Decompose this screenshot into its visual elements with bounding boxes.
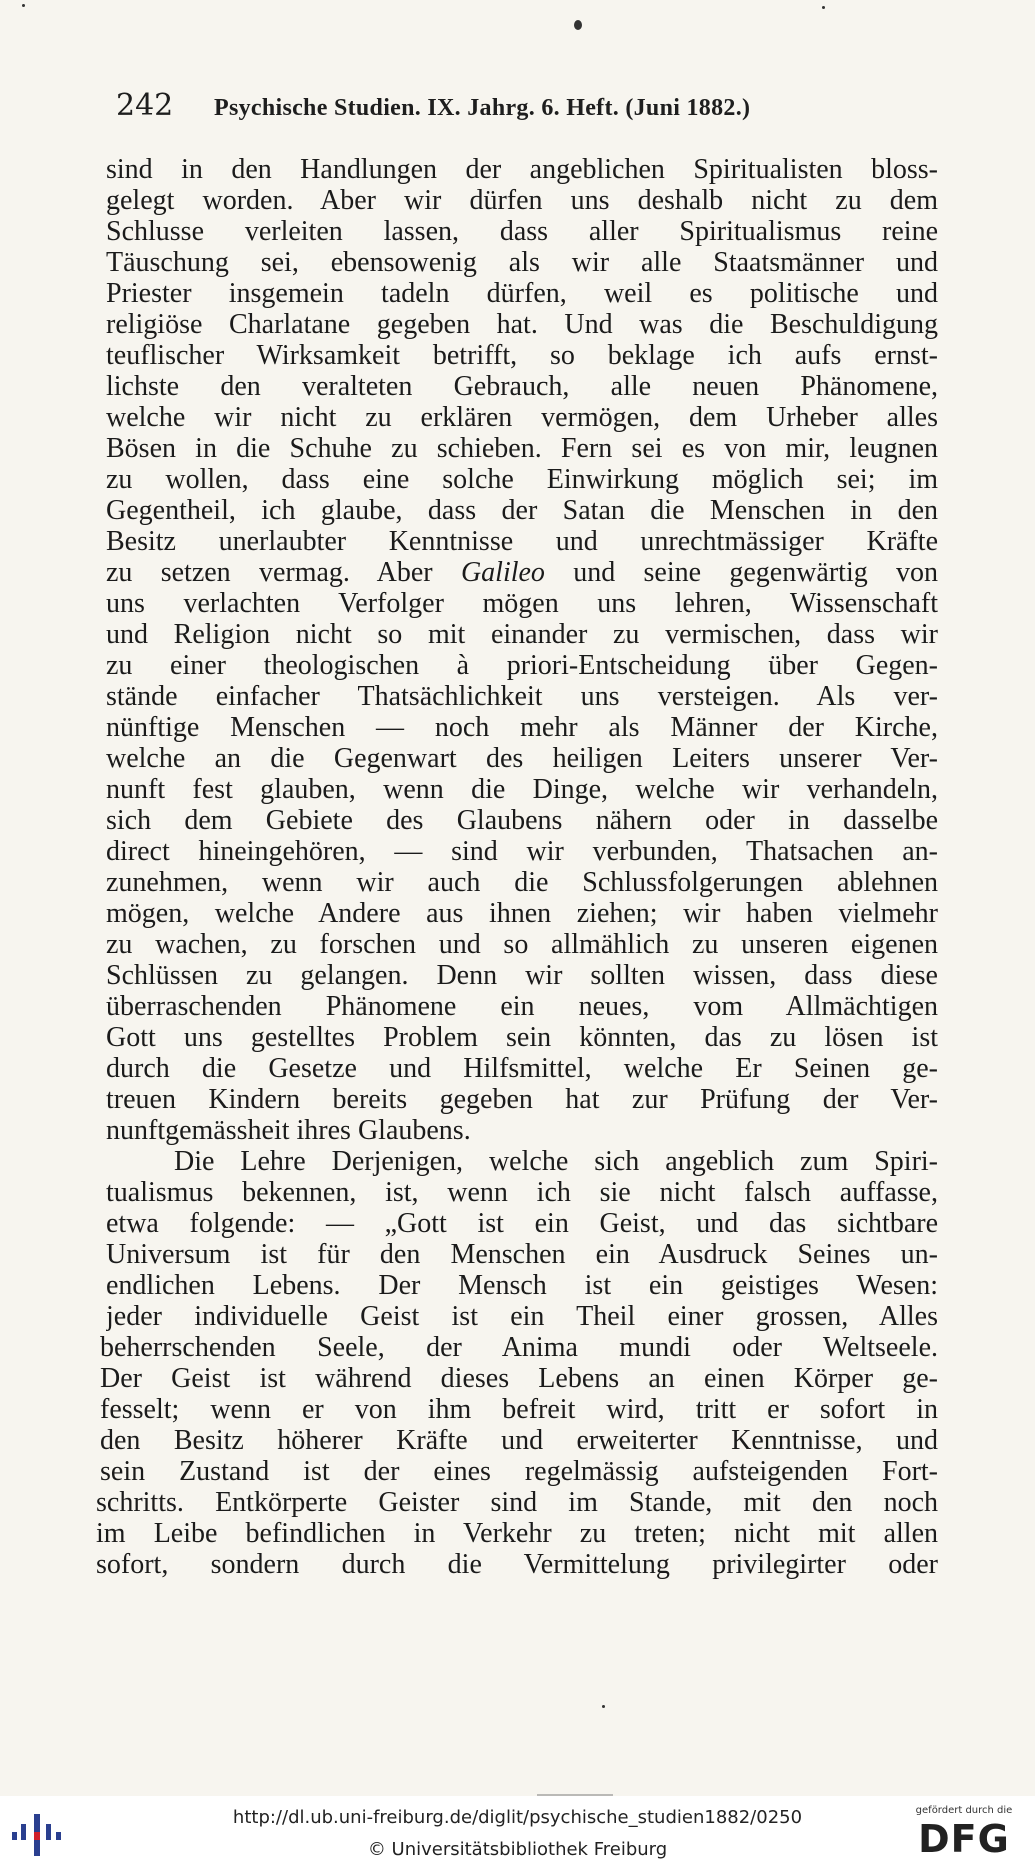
text-line: Schlüssen zu gelangen. Denn wir sollten wissen, dass diese — [106, 960, 938, 991]
text-line: den Besitz höherer Kräfte und erweiterter Kenntnisse, und — [100, 1425, 938, 1456]
running-title: Psychische Studien. IX. Jahrg. 6. Heft. (Juni 1882.) — [214, 95, 751, 121]
paragraph-start-line: Die Lehre Derjenigen, welche sich angeblich zum Spiri- — [174, 1146, 938, 1177]
text-line: etwa folgende: — „Gott ist ein Geist, und das sichtbare — [106, 1208, 938, 1239]
text-line: Der Geist ist während dieses Lebens an einen Körper ge- — [100, 1363, 938, 1394]
text-line: nünftige Menschen — noch mehr als Männer der Kirche, — [106, 712, 938, 743]
text-line: teuflischer Wirksamkeit betrifft, so beklage ich aufs ernst- — [106, 340, 938, 371]
text-line: zu wollen, dass eine solche Einwirkung möglich sei; im — [106, 464, 938, 495]
page-speck — [574, 20, 582, 30]
text-line-with-italic — [106, 557, 938, 588]
text-segment: zu setzen vermag. Aber — [106, 557, 433, 588]
copyright-notice: © Universitätsbibliothek Freiburg — [367, 1839, 668, 1860]
text-line: nunft fest glauben, wenn die Dinge, welche wir verhandeln, — [106, 774, 938, 805]
page-speck — [602, 1705, 605, 1708]
text-line: schritts. Entkörperte Geister sind im Stande, mit den noch — [96, 1487, 938, 1518]
text-line: mögen, welche Andere aus ihnen ziehen; wir haben vielmehr — [106, 898, 938, 929]
running-head — [116, 86, 876, 126]
text-segment: und seine gegenwärtig von — [573, 557, 938, 588]
italic-name: Galileo — [460, 557, 545, 588]
text-line: lichste den veralteten Gebrauch, alle neuen Phänomene, — [106, 371, 938, 402]
text-line: endlichen Lebens. Der Mensch ist ein geistiges Wesen: — [106, 1270, 938, 1301]
text-line: stände einfacher Thatsächlichkeit uns versteigen. Als ver- — [106, 681, 938, 712]
text-line: welche an die Gegenwart des heiligen Leiters unserer Ver- — [106, 743, 938, 774]
text-line: zu wachen, zu forschen und so allmählich zu unseren eigenen — [106, 929, 938, 960]
text-line: sich dem Gebiete des Glaubens nähern oder in dasselbe — [106, 805, 938, 836]
dfg-caption: gefördert durch die — [915, 1805, 1013, 1816]
text-line: gelegt worden. Aber wir dürfen uns deshalb nicht zu dem — [106, 185, 938, 216]
text-line: Schlusse verleiten lassen, dass aller Spiritualismus reine — [106, 216, 938, 247]
body-text — [96, 154, 938, 1580]
text-line: durch die Gesetze und Hilfsmittel, welche Er Seinen ge- — [106, 1053, 938, 1084]
text-line: beherrschenden Seele, der Anima mundi oder Weltseele. — [100, 1332, 938, 1363]
page-speck — [822, 6, 825, 9]
text-line: Täuschung sei, ebensowenig als wir alle Staatsmänner und — [106, 247, 938, 278]
text-line: tualismus bekennen, ist, wenn ich sie nicht falsch auffasse, — [106, 1177, 938, 1208]
permalink-url[interactable]: http://dl.ub.uni-freiburg.de/diglit/psychische_studien1882/0250 — [232, 1807, 803, 1828]
text-line: religiöse Charlatane gegeben hat. Und was die Beschuldigung — [106, 309, 938, 340]
text-line: Gegentheil, ich glaube, dass der Satan die Menschen in den — [106, 495, 938, 526]
text-line: direct hineingehören, — sind wir verbunden, Thatsachen an- — [106, 836, 938, 867]
text-line: sein Zustand ist der eines regelmässig aufsteigenden Fort- — [100, 1456, 938, 1487]
text-line: Universum ist für den Menschen ein Ausdruck Seines un- — [106, 1239, 938, 1270]
text-line: Gott uns gestelltes Problem sein könnten, das zu lösen ist — [106, 1022, 938, 1053]
dfg-wordmark: DFG — [918, 1817, 1010, 1861]
text-line: überraschenden Phänomene ein neues, vom Allmächtigen — [106, 991, 938, 1022]
text-line: fesselt; wenn er von ihm befreit wird, tritt er sofort in — [100, 1394, 938, 1425]
page-number: 242 — [116, 88, 174, 123]
text-line: sofort, sondern durch die Vermittelung privilegirter oder — [96, 1549, 938, 1580]
text-line: treuen Kindern bereits gegeben hat zur Prüfung der Ver- — [106, 1084, 938, 1115]
text-line: jeder individuelle Geist ist ein Theil einer grossen, Alles — [106, 1301, 938, 1332]
text-line: Bösen in die Schuhe zu schieben. Fern sei es von mir, leugnen — [106, 433, 938, 464]
paragraph-end-line: nunftgemässheit ihres Glaubens. — [106, 1115, 471, 1146]
text-line: sind in den Handlungen der angeblichen Spiritualisten bloss- — [106, 154, 938, 185]
text-line: und Religion nicht so mit einander zu vermischen, dass wir — [106, 619, 938, 650]
dfg-logo — [905, 1804, 1023, 1866]
text-line: im Leibe befindlichen in Verkehr zu treten; nicht mit allen — [96, 1518, 938, 1549]
viewer-footer — [0, 1796, 1035, 1871]
text-line: zu einer theologischen à priori-Entscheidung über Gegen- — [106, 650, 938, 681]
text-line: uns verlachten Verfolger mögen uns lehren, Wissenschaft — [106, 588, 938, 619]
text-line: Besitz unerlaubter Kenntnisse und unrechtmässiger Kräfte — [106, 526, 938, 557]
text-line: Priester insgemein tadeln dürfen, weil es politische und — [106, 278, 938, 309]
text-line: welche wir nicht zu erklären vermögen, dem Urheber alles — [106, 402, 938, 433]
page-speck — [22, 4, 25, 7]
text-line: zunehmen, wenn wir auch die Schlussfolgerungen ablehnen — [106, 867, 938, 898]
